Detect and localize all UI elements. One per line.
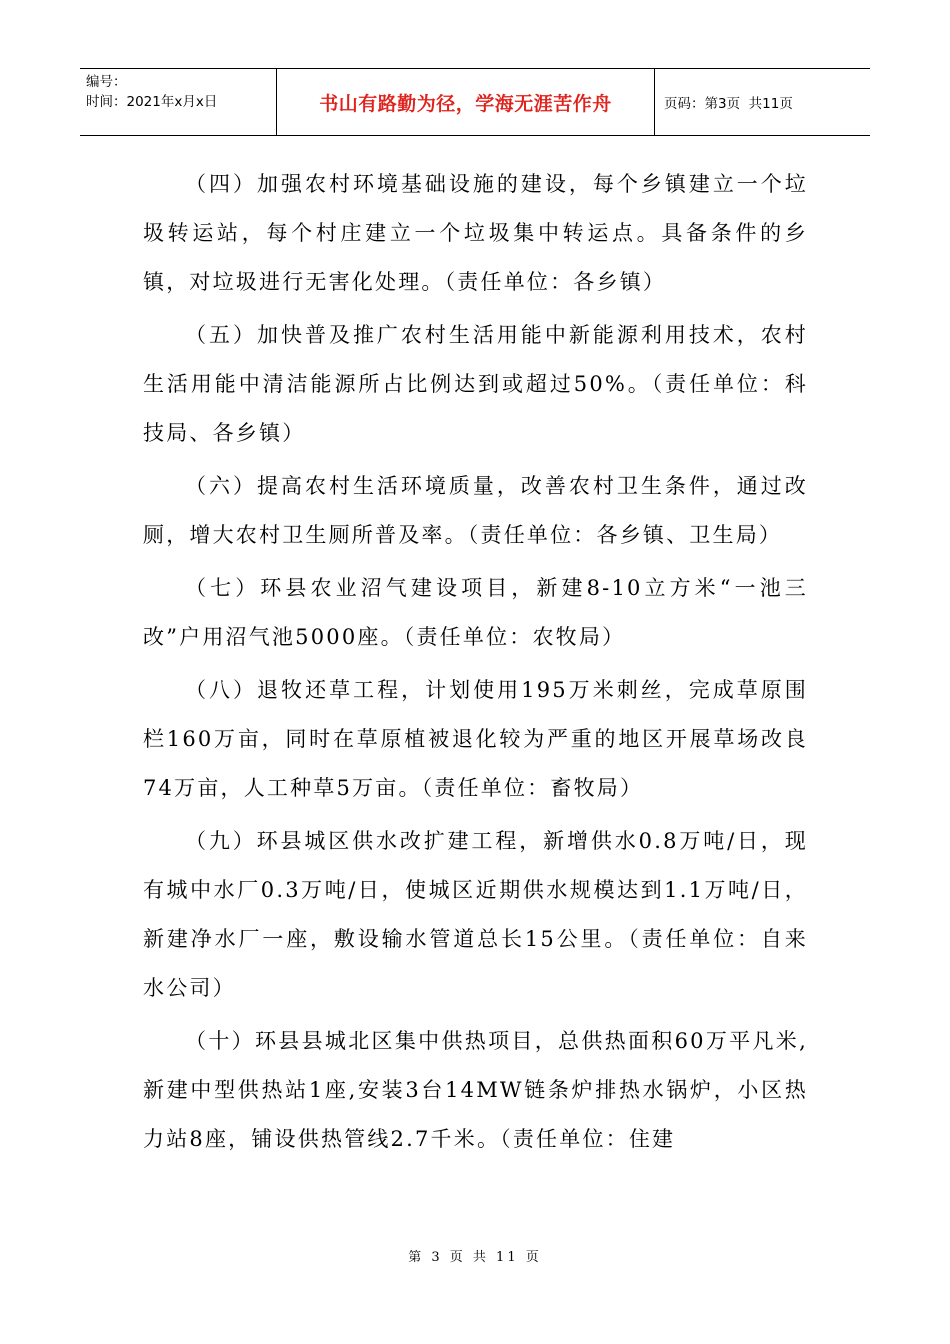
number-label: 编号： <box>86 74 127 90</box>
document-body <box>143 160 808 1168</box>
header-page-info: 页码：第3页 共11页 <box>664 96 793 112</box>
header-motto: 书山有路勤为径，学海无涯苦作舟 <box>277 69 655 135</box>
date-label: 时间：2021年x月x日 <box>86 94 218 110</box>
paragraph-6: （六）提高农村生活环境质量，改善农村卫生条件，通过改厕，增大农村卫生厕所普及率。（责任单位：各乡镇、卫生局） <box>143 474 808 547</box>
paragraph-4: （四）加强农村环境基础设施的建设，每个乡镇建立一个垃圾转运站，每个村庄建立一个垃圾集中转运点。具备条件的乡镇，对垃圾进行无害化处理。（责任单位：各乡镇） <box>143 172 808 294</box>
paragraph-5: （五）加快普及推广农村生活用能中新能源利用技术，农村生活用能中清洁能源所占比例达到或超过50%。（责任单位：科技局、各乡镇） <box>143 323 808 445</box>
paragraph-7: （七）环县农业沼气建设项目，新建8-10立方米“一池三改”户用沼气池5000座。（责任单位：农牧局） <box>143 576 808 649</box>
paragraph-8: （八）退牧还草工程，计划使用195万米刺丝，完成草原围栏160万亩，同时在草原植被退化较为严重的地区开展草场改良74万亩，人工种草5万亩。（责任单位：畜牧局） <box>143 678 808 800</box>
header-meta <box>80 69 277 135</box>
paragraph-9: （九）环县城区供水改扩建工程，新增供水0.8万吨/日，现有城中水厂0.3万吨/日，使城区近期供水规模达到1.1万吨/日，新建净水厂一座，敷设输水管道总长15公里。（责任单位：自来水公司） <box>143 829 808 1000</box>
page-header <box>80 68 870 136</box>
page-footer: 第 3 页 共 11 页 <box>408 1250 542 1265</box>
paragraph-10: （十）环县县城北区集中供热项目，总供热面积60万平凡米,新建中型供热站1座,安装3台14MW链条炉排热水锅炉，小区热力站8座，铺设供热管线2.7千米。（责任单位：住建 <box>143 1029 808 1151</box>
